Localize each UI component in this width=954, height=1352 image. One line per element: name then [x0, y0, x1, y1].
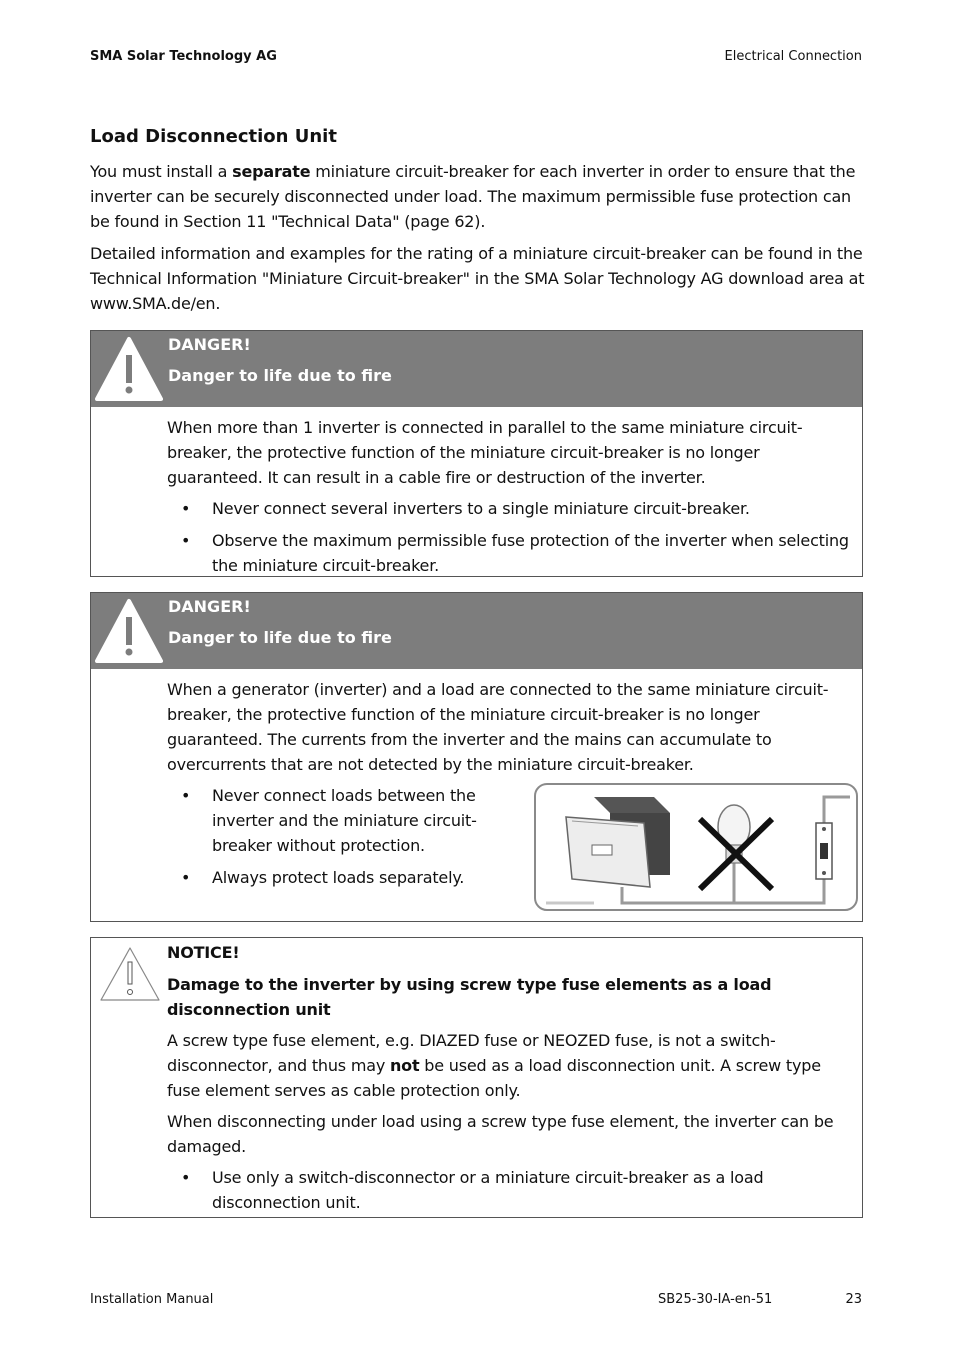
danger-text: When a generator (inverter) and a load are connected to the same miniature circuit-breaker, the protective function of the miniature circuit-breaker is no longer guaranteed. The currents from the inverter and the mains can accumulate to overcurrents that are not detected by the miniature circuit-breaker.: [167, 680, 829, 774]
notice-triangle-icon: [97, 944, 163, 1004]
warning-triangle-icon: [95, 597, 163, 665]
danger-header: [91, 331, 862, 407]
intro-paragraph-2: Detailed information and examples for the rating of a miniature circuit-breaker can be found in the Technical Information "Miniature Circuit-breaker" in the SMA Solar Technology AG download area at www.SMA.de/en.: [90, 244, 865, 313]
notice-title: Damage to the inverter by using screw type fuse elements as a load disconnection unit: [167, 975, 772, 1019]
list-item: • Use only a switch-disconnector or a miniature circuit-breaker as a load disconnection unit.: [181, 1168, 764, 1212]
danger-bullets: [167, 783, 485, 890]
circuit-breaker-drawing: [816, 823, 832, 879]
footer-manual-title: Installation Manual: [90, 1292, 214, 1307]
notice-body: [91, 938, 862, 1226]
list-item: • Always protect loads separately.: [181, 868, 465, 887]
footer-doc-id: SB25-30-IA-en-51: [658, 1292, 773, 1307]
danger-header: [91, 593, 862, 669]
danger-body: [91, 407, 862, 589]
notice-paragraph-2: When disconnecting under load using a screw type fuse element, the inverter can be damaged.: [167, 1112, 834, 1156]
warning-triangle-icon: [95, 335, 163, 403]
wiring-illustration: [534, 783, 858, 911]
danger-label: DANGER!: [168, 335, 251, 354]
intro-paragraph-1: You must install a separate miniature circuit-breaker for each inverter in order to ensure that the inverter can be securely disconnected under load. The maximum permissible fuse protection can be found in Section 11 "Technical Data" (page 62).: [90, 162, 856, 231]
notice-paragraph-1: A screw type fuse element, e.g. DIAZED fuse or NEOZED fuse, is not a switch-disconnector, and thus may not be used as a load disconnection unit. A screw type fuse element serves as cable protection only.: [167, 1031, 821, 1100]
danger-title: Danger to life due to fire: [168, 628, 392, 647]
page-number: 23: [845, 1292, 862, 1307]
list-item: • Observe the maximum permissible fuse protection of the inverter when selecting the miniature circuit-breaker.: [181, 531, 849, 575]
danger-box-1: [90, 330, 863, 577]
section-heading: Load Disconnection Unit: [90, 126, 337, 147]
notice-box: [90, 937, 863, 1218]
danger-title: Danger to life due to fire: [168, 366, 392, 385]
danger-label: DANGER!: [168, 597, 251, 616]
danger-text: When more than 1 inverter is connected in parallel to the same miniature circuit-breaker, the protective function of the miniature circuit-breaker is no longer guaranteed. It can result in a cable fire or destruction of the inverter.: [167, 418, 803, 487]
list-item: • Never connect several inverters to a single miniature circuit-breaker.: [181, 499, 750, 518]
notice-label: NOTICE!: [167, 943, 240, 962]
header-company: SMA Solar Technology AG: [90, 49, 277, 64]
list-item: • Never connect loads between the inverter and the miniature circuit-breaker without protection.: [181, 786, 477, 855]
header-section: Electrical Connection: [724, 49, 862, 64]
danger-box-2: [90, 592, 863, 922]
